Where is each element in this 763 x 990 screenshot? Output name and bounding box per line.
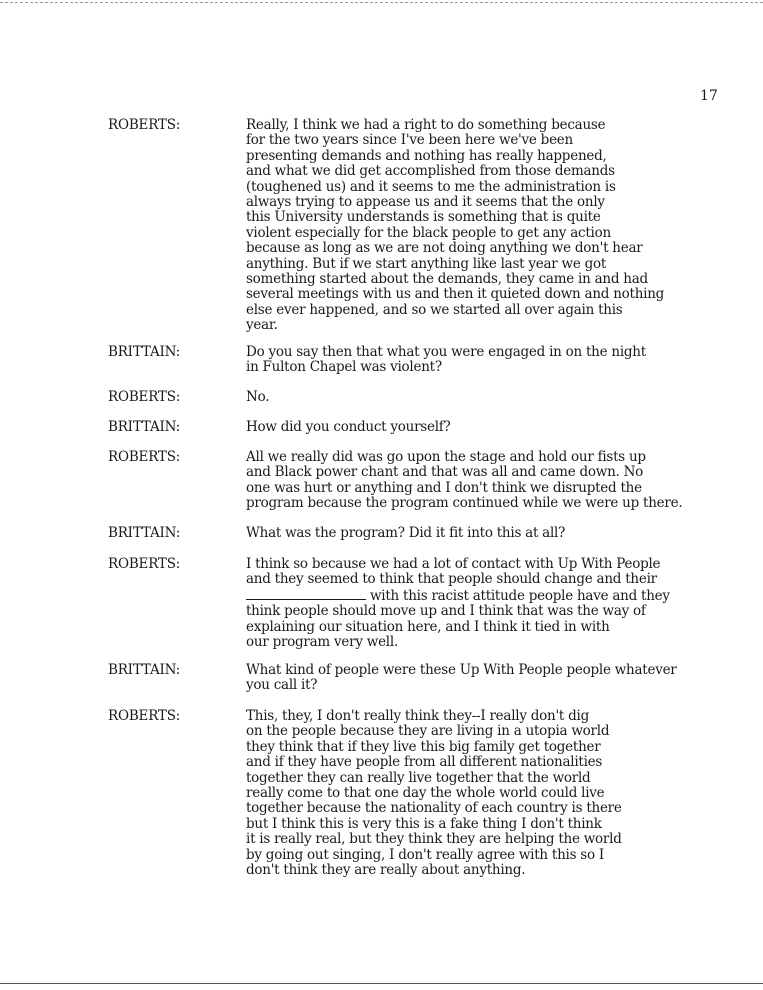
speech-line: think people should move up and I think that was the way of (246, 603, 646, 620)
speech-text (246, 450, 726, 512)
speech-line: don't think they are really about anything. (246, 862, 526, 879)
speaker-label: BRITTAIN: (108, 662, 181, 678)
speaker-label: ROBERTS: (108, 449, 181, 465)
page-number: 17 (700, 88, 718, 104)
speech-line: several meetings with us and then it quieted down and nothing (246, 286, 665, 303)
speech-line: together they can really live together that the world (246, 769, 591, 786)
speech-line: our program very well. (246, 634, 398, 651)
speaker-label: BRITTAIN: (108, 419, 181, 435)
bottom-rule (0, 983, 763, 984)
speech-line: year. (246, 317, 278, 334)
speech-line: What was the program? Did it fit into this at all? (246, 525, 566, 541)
speech-line: What kind of people were these Up With People people whatever (246, 662, 677, 678)
speech-line: really come to that one day the whole world could live (246, 785, 605, 802)
speech-text (246, 663, 726, 694)
speech-line: they think that if they live this big family get together (246, 738, 601, 755)
speech-text (246, 526, 726, 541)
speech-line: always trying to appease us and it seems that the only (246, 194, 605, 211)
speech-line: it is really real, but they think they are helping the world (246, 831, 622, 848)
speech-line: Really, I think we had a right to do something because (246, 117, 606, 133)
speaker-label: ROBERTS: (108, 117, 181, 133)
speaker-label: ROBERTS: (108, 708, 181, 724)
speech-line: presenting demands and nothing has really happened, (246, 147, 607, 164)
speech-text (246, 420, 726, 435)
speech-line: else ever happened, and so we started all over again this (246, 301, 623, 318)
speech-line: program because the program continued while we were up there. (246, 495, 683, 512)
speech-line: on the people because they are living in a utopia world (246, 723, 610, 740)
speech-line: Do you say then that what you were engaged in on the night (246, 344, 646, 360)
speech-line: one was hurt or anything and I don't think we disrupted the (246, 479, 642, 496)
speech-line-with-blank (246, 588, 726, 604)
speech-text (246, 345, 726, 376)
speech-line: together because the nationality of each country is there (246, 800, 622, 817)
speech-line: How did you conduct yourself? (246, 419, 451, 435)
speaker-label: ROBERTS: (108, 389, 181, 405)
speech-line: and what we did get accomplished from those demands (246, 163, 615, 180)
speech-line: something started about the demands, they came in and had (246, 271, 648, 288)
speech-line: but I think this is very this is a fake thing I don't think (246, 815, 602, 832)
speech-line: explaining our situation here, and I think it tied in with (246, 618, 610, 635)
speech-line: this University understands is something that is quite (246, 209, 601, 226)
speech-text (246, 118, 726, 334)
blank-underline (246, 588, 366, 600)
speech-line: This, they, I don't really think they--I really don't dig (246, 708, 589, 724)
speech-line: violent especially for the black people to get any action (246, 224, 611, 241)
speech-line: because as long as we are not doing anything we don't hear (246, 240, 643, 257)
speech-text (246, 390, 726, 405)
speech-line: (toughened us) and it seems to me the administration is (246, 178, 616, 195)
speaker-label: BRITTAIN: (108, 525, 181, 541)
speech-line: and they seemed to think that people should change and their (246, 571, 657, 588)
speech-text (246, 709, 726, 878)
speaker-label: BRITTAIN: (108, 344, 181, 360)
speech-text (246, 557, 726, 650)
speech-line: All we really did was go upon the stage and hold our fists up (246, 449, 646, 465)
speech-line: anything. But if we start anything like last year we got (246, 255, 607, 272)
speech-line: in Fulton Chapel was violent? (246, 359, 442, 376)
speech-line: for the two years since I've been here we've been (246, 132, 573, 149)
speaker-label: ROBERTS: (108, 556, 181, 572)
speech-line: No. (246, 389, 270, 405)
speech-line: and if they have people from all different nationalities (246, 754, 603, 771)
speech-line: you call it? (246, 677, 318, 694)
speech-line: by going out singing, I don't really agree with this so I (246, 846, 604, 863)
speech-line: I think so because we had a lot of contact with Up With People (246, 556, 661, 572)
speech-line: and Black power chant and that was all and came down. No (246, 464, 644, 481)
speech-fragment: with this racist attitude people have and they (370, 587, 670, 604)
